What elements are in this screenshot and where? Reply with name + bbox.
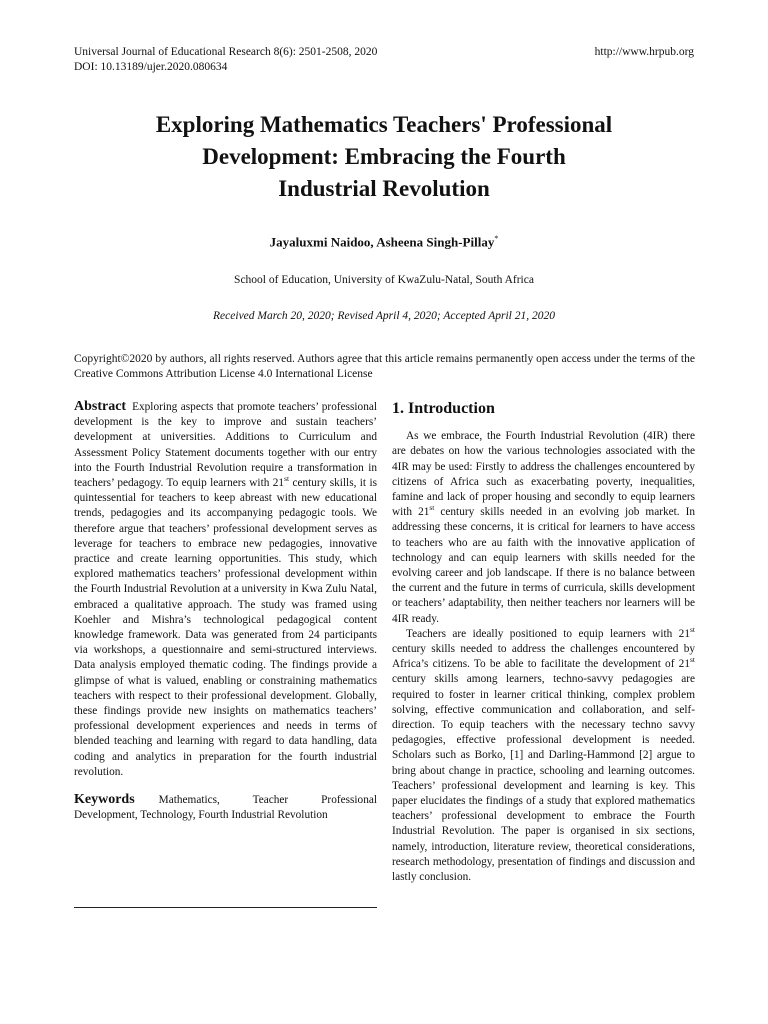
doi-link[interactable]: DOI: 10.13189/ujer.2020.080634 bbox=[74, 61, 228, 73]
abstract-heading: Abstract bbox=[74, 399, 127, 414]
superscript: st bbox=[689, 655, 695, 665]
column-divider-rule bbox=[74, 907, 377, 908]
keywords-section bbox=[74, 792, 377, 823]
paper-title bbox=[74, 109, 694, 205]
abstract-section bbox=[74, 399, 377, 780]
right-column bbox=[392, 399, 695, 885]
title-line: Industrial Revolution bbox=[278, 176, 490, 201]
title-line: Exploring Mathematics Teachers' Professional bbox=[155, 112, 613, 137]
title-line: Development: Embracing the Fourth bbox=[202, 144, 566, 169]
superscript: st bbox=[284, 474, 290, 484]
paragraph-text: century skills needed to address the challenges encountered by Africa’s citizens. To be able to facilitate the development of 21 bbox=[392, 643, 695, 671]
submission-dates: Received March 20, 2020; Revised April 4, 2020; Accepted April 21, 2020 bbox=[213, 310, 555, 322]
author-list bbox=[74, 234, 694, 250]
paragraph-text: century skills needed in an evolving job market. In addressing these concerns, it is critical for learners to have access to teachers who are au faith with the innovative application of technology and can equip learners with skills needed for the evolving career and job landscape. If there is no balance between the current and the future in terms of curricula, skills development or teachers’ adaptability, then neither teachers nor learners will be 4IR ready. bbox=[392, 506, 695, 625]
paragraph bbox=[392, 429, 695, 627]
superscript: st bbox=[689, 625, 695, 635]
paragraph bbox=[392, 627, 695, 885]
paragraph-text: As we embrace, the Fourth Industrial Revolution (4IR) there are debates on how the various technologies associated with the 4IR may be used: Firstly to address the challenges encountered by citizens of Africa such as exacerbating poverty, inequalities, famine and lack of proper housing and secondly to equip learners with 21 bbox=[392, 430, 695, 519]
section-heading: 1. Introduction bbox=[392, 400, 495, 417]
abstract-text: century skills, it is quintessential for teachers to keep abreast with new educational trends, pedagogies and its accompanying pedagogic tools. We therefore argue that teachers’ professional development serves as leverage for teachers to embrace new pedagogies, innovative practice and create learning opportunities. This study, which explored mathematics teachers’ professional development within the Fourth Industrial Revolution at a university in Kwa Zulu Natal, embraced a qualitative approach. The study was framed using Koehler and Mishra’s technological pedagogical content knowledge framework. Data was generated from 24 participants via workshops, a questionnaire and semi-structured interviews. Data analysis employed thematic coding. The findings provide a glimpse of what is valued, enabling or constraining mathematics teachers with respect to their professional development. Globally, these findings provide new insights on mathematics teachers’ professional development experiences and needs in terms of blended teaching and learning with regard to data handling, data coding and analytics in preparation for the fourth industrial revolution. bbox=[74, 477, 377, 778]
left-column bbox=[74, 399, 377, 823]
journal-citation: Universal Journal of Educational Research 8(6): 2501-2508, 2020 bbox=[74, 46, 378, 58]
corresponding-author-mark: * bbox=[494, 234, 499, 243]
affiliation: School of Education, University of KwaZulu-Natal, South Africa bbox=[234, 274, 534, 286]
paragraph-text: Teachers are ideally positioned to equip learners with 21 bbox=[406, 627, 690, 640]
superscript: st bbox=[429, 503, 435, 513]
copyright-notice: Copyright©2020 by authors, all rights reserved. Authors agree that this article remains permanently open access under the terms of the Creative Commons Attribution License 4.0 International License bbox=[74, 353, 695, 380]
paragraph-text: century skills among learners, techno-savvy pedagogies are required to foster in learner critical thinking, complex problem solving, effective communication and collaboration, and self-direction. To equip teachers with the necessary techno savvy pedagogies, effective professional development is needed. Scholars such as Borko, [1] and Darling-Hammond [2] argue to bring about change in practice, schooling and learning outcomes. Teachers’ professional development and learning is key. This paper elucidates the findings of a study that explored mathematics teachers’ professional development to embrace the Fourth Industrial Revolution. The paper is organised in six sections, namely, introduction, literature review, theoretical considerations, research methodology, presentation of findings and discussion and lastly conclusion. bbox=[392, 673, 695, 884]
keywords-heading: Keywords bbox=[74, 792, 135, 808]
abstract-text: Exploring aspects that promote teachers’ professional development is the key to improve and sustain teachers’ development at universities. Additions to Curriculum and Assessment Policy Statement documents together with our entry into the Fourth Industrial Revolution require a transformation in teachers’ pedagogy. To equip learners with 21 bbox=[74, 401, 377, 490]
author-names: Jayaluxmi Naidoo, Asheena Singh-Pillay bbox=[269, 234, 495, 250]
running-header bbox=[74, 45, 377, 75]
keywords-text: Mathematics, Teacher Professional Development, Technology, Fourth Industrial Revolution bbox=[74, 794, 377, 822]
publisher-url[interactable]: http://www.hrpub.org bbox=[594, 46, 694, 58]
